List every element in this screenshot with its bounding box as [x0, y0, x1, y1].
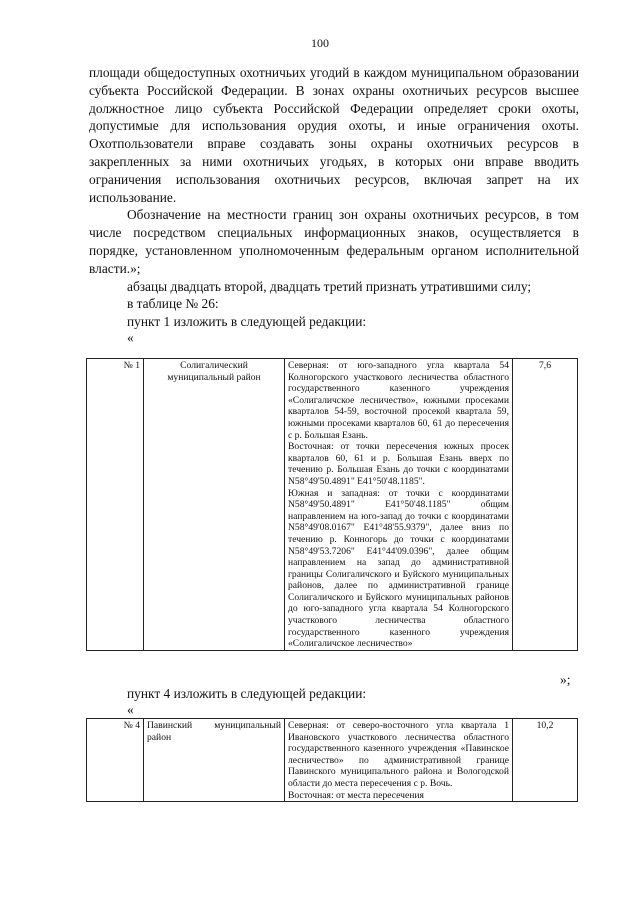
- paragraph-1: площади общедоступных охотничьих угодий в каждом муниципальном образовании субъекта Российской Федерации. В зонах охраны охотничьих ресурсов высшее должностное лицо субъекта Российской Федерации определяет сроки охоты, допустимые для использования орудия охоты, и иные ограничения охоты. Охотпользователи вправе создавать зоны охраны охотничьих ресурсов в закрепленных за ними охотничьих угодьях, в которых они вправе вводить ограничения использования охотничьих ресурсов, включая запрет на их использование.: [89, 65, 579, 205]
- district-name: Солигалический муниципальный район: [144, 359, 285, 651]
- page-number: 100: [311, 36, 329, 50]
- closing-quote: »;: [560, 672, 571, 687]
- item4-heading: пункт 4 изложить в следующей редакции:: [127, 686, 367, 701]
- desc-south-west: Южная и западная: от точки с координатами N58°49'50.4891" E41°50'48.1185" общим направлением на юго-запад до точки с координатами N58°49'08.0167" E41°48'55.9379", далее вниз по течению р. Конногорь до точки с координатами N58°49'53.7206" E41°44'09.0396", далее общим направлением на запад до административной границы Солигаличского и Буйского муниципальных районов, далее по административной границе Солигаличского и Буйского муниципальных районов до юго-западного угла квартала 54 Колногорского участкового лесничества областного государственного казенного учреждения «Солигаличское лесничество»: [288, 487, 509, 650]
- table-row: [87, 719, 578, 802]
- body-text: [89, 64, 579, 345]
- row-number: № 4: [87, 719, 144, 802]
- item1-heading: пункт 1 изложить в следующей редакции:: [127, 314, 367, 330]
- zone-description: [285, 719, 513, 802]
- desc-north: Северная: от юго-западного угла квартала 54 Колногорского участкового лесничества областного государственного казенного учреждения «Солигаличское лесничество», южными просеками кварталов 54-59, восточной просекой квартала 59, южными просеками кварталов 60, 61 до пересечения с р. Большая Езань.: [288, 360, 509, 441]
- desc-north: Северная: от северо-восточного угла квартала 1 Ивановского участкового лесничества областного государственного казенного учреждения «Павинское лесничество» по административной границе Павинского муниципального района и Вологодской области до места пересечения с р. Вочь.: [288, 720, 509, 789]
- paragraph-4: в таблице № 26:: [127, 296, 219, 312]
- district-name: Павинский муниципальный район: [144, 719, 285, 802]
- zone-table-row-4: [86, 718, 578, 802]
- desc-east: Восточная: от точки пересечения южных просек кварталов 60, 61 и р. Большая Езань вверх по течению р. Большая Езань до точки с координатами N58°49'50.4891" E41°50'48.1185".: [288, 441, 509, 487]
- open-quote-1: «: [127, 329, 134, 345]
- open-quote-2: «: [127, 702, 134, 717]
- paragraph-2: Обозначение на местности границ зон охраны охотничьих ресурсов, в том числе посредством специальных информационных знаков, осуществляется в порядке, установленном уполномоченным федеральным органом исполнительной власти.»;: [89, 207, 579, 276]
- zone-table-row-1: [86, 358, 578, 651]
- area-value: 10,2: [513, 719, 578, 802]
- paragraph-3: абзацы двадцать второй, двадцать третий признать утратившими силу;: [127, 278, 532, 294]
- table-row: [87, 359, 578, 651]
- area-value: 7,6: [513, 359, 578, 651]
- row-number: № 1: [87, 359, 144, 651]
- desc-east: Восточная: от места пересечения: [288, 789, 424, 801]
- zone-description: [285, 359, 513, 651]
